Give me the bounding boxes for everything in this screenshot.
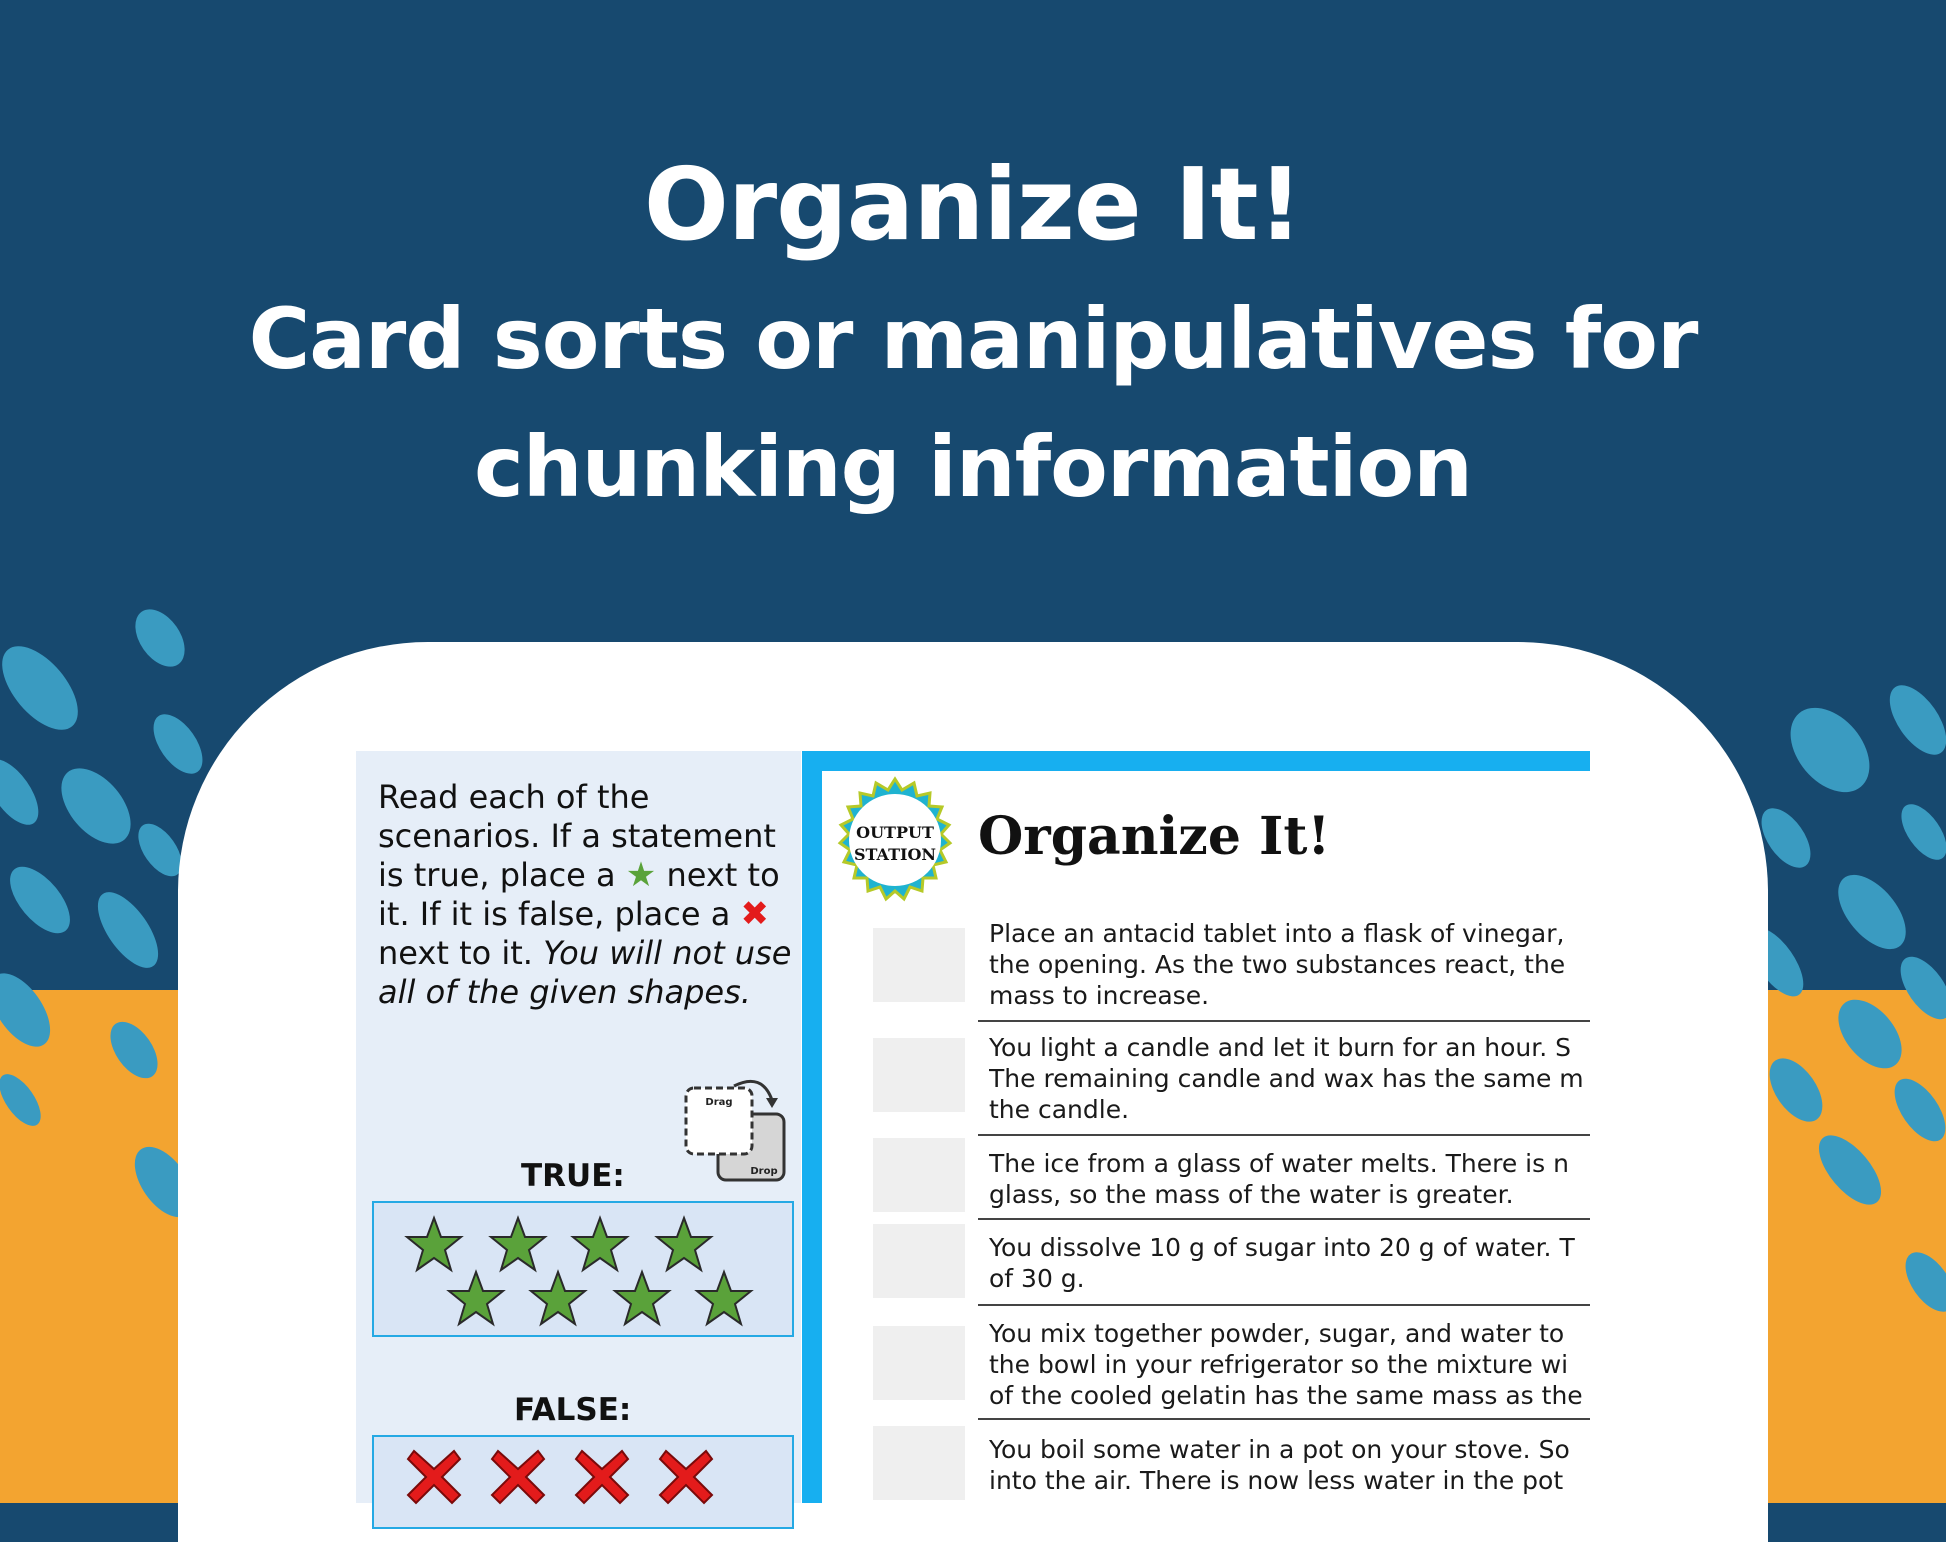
answer-drop-box-6[interactable] xyxy=(873,1426,965,1500)
star-icon: ★ xyxy=(625,855,657,895)
x-shape-4[interactable] xyxy=(656,1447,716,1507)
row-divider xyxy=(978,1020,1590,1022)
scenario-1-line-3: mass to increase. xyxy=(989,981,1210,1010)
instructions-italic: You will not use all of the given shapes. xyxy=(378,934,792,1011)
row-divider xyxy=(978,1218,1590,1220)
scenario-1-line-2: the opening. As the two substances react, the xyxy=(989,950,1566,979)
scenario-2-line-1: You light a candle and let it burn for an hour. S xyxy=(989,1033,1571,1062)
true-shapes-box xyxy=(372,1201,794,1337)
badge-line-1: OUTPUT xyxy=(856,823,934,842)
answer-drop-box-4[interactable] xyxy=(873,1224,965,1298)
sort-instructions xyxy=(378,778,798,1012)
instructions-part-1: Read each of the scenarios. If a statement is true, place a xyxy=(378,778,776,894)
worksheet-top-bar xyxy=(820,751,1590,771)
scenario-4-line-2: of 30 g. xyxy=(989,1264,1085,1293)
drop-label: Drop xyxy=(750,1166,778,1177)
star-shape-3[interactable] xyxy=(570,1215,630,1275)
star-shape-4[interactable] xyxy=(654,1215,714,1275)
scenario-6-line-1: You boil some water in a pot on your stove. So xyxy=(989,1435,1570,1464)
star-shape-8[interactable] xyxy=(694,1269,754,1329)
drag-label: Drag xyxy=(705,1097,733,1108)
answer-drop-box-3[interactable] xyxy=(873,1138,965,1212)
headline-title: Organize It! xyxy=(643,146,1303,263)
scenario-2-line-2: The remaining candle and wax has the same m xyxy=(989,1064,1584,1093)
false-shapes-box xyxy=(372,1435,794,1529)
scenario-row-5 xyxy=(989,1318,1591,1411)
answer-drop-box-5[interactable] xyxy=(873,1326,965,1400)
star-shape-5[interactable] xyxy=(446,1269,506,1329)
scenario-3-line-2: glass, so the mass of the water is greater. xyxy=(989,1180,1514,1209)
star-shape-7[interactable] xyxy=(612,1269,672,1329)
scenario-6-line-2: into the air. There is now less water in the pot xyxy=(989,1466,1564,1495)
worksheet-accent-bar xyxy=(802,751,822,1503)
headline xyxy=(0,135,1946,531)
x-shape-1[interactable] xyxy=(404,1447,464,1507)
scenario-row-4 xyxy=(989,1232,1591,1294)
scenario-4-line-1: You dissolve 10 g of sugar into 20 g of water. T xyxy=(989,1233,1575,1262)
star-shape-6[interactable] xyxy=(528,1269,588,1329)
false-label: FALSE: xyxy=(514,1392,632,1428)
worksheet-title: Organize It! xyxy=(978,806,1331,867)
badge-line-2: STATION xyxy=(853,845,937,864)
drag-drop-icon xyxy=(682,1074,794,1186)
true-label: TRUE: xyxy=(521,1158,625,1194)
instructions-part-3: next to it. xyxy=(378,934,533,972)
headline-subtitle-line-2: chunking information xyxy=(474,418,1472,516)
instructions-part-2: next to it. If it is false, place a xyxy=(378,856,780,933)
output-station-badge xyxy=(826,776,964,914)
answer-drop-box-2[interactable] xyxy=(873,1038,965,1112)
scenario-row-6 xyxy=(989,1434,1591,1496)
scenario-row-3 xyxy=(989,1148,1591,1210)
scenario-5-line-3: of the cooled gelatin has the same mass as the xyxy=(989,1381,1583,1410)
scenario-3-line-1: The ice from a glass of water melts. There is n xyxy=(989,1149,1569,1178)
answer-drop-box-1[interactable] xyxy=(873,928,965,1002)
x-shape-2[interactable] xyxy=(488,1447,548,1507)
scenario-2-line-3: the candle. xyxy=(989,1095,1130,1124)
x-shape-3[interactable] xyxy=(572,1447,632,1507)
headline-subtitle-line-1: Card sorts or manipulatives for xyxy=(248,290,1698,388)
scenario-5-line-2: the bowl in your refrigerator so the mixture wi xyxy=(989,1350,1569,1379)
scenario-5-line-1: You mix together powder, sugar, and water to xyxy=(989,1319,1565,1348)
star-shape-1[interactable] xyxy=(404,1215,464,1275)
row-divider xyxy=(978,1134,1590,1136)
x-icon: ✖ xyxy=(740,894,770,934)
scenario-row-2 xyxy=(989,1032,1591,1125)
row-divider xyxy=(978,1418,1590,1420)
star-shape-2[interactable] xyxy=(488,1215,548,1275)
scenario-1-line-1: Place an antacid tablet into a flask of vinegar, xyxy=(989,919,1565,948)
row-divider xyxy=(978,1304,1590,1306)
scenario-row-1 xyxy=(989,918,1591,1011)
